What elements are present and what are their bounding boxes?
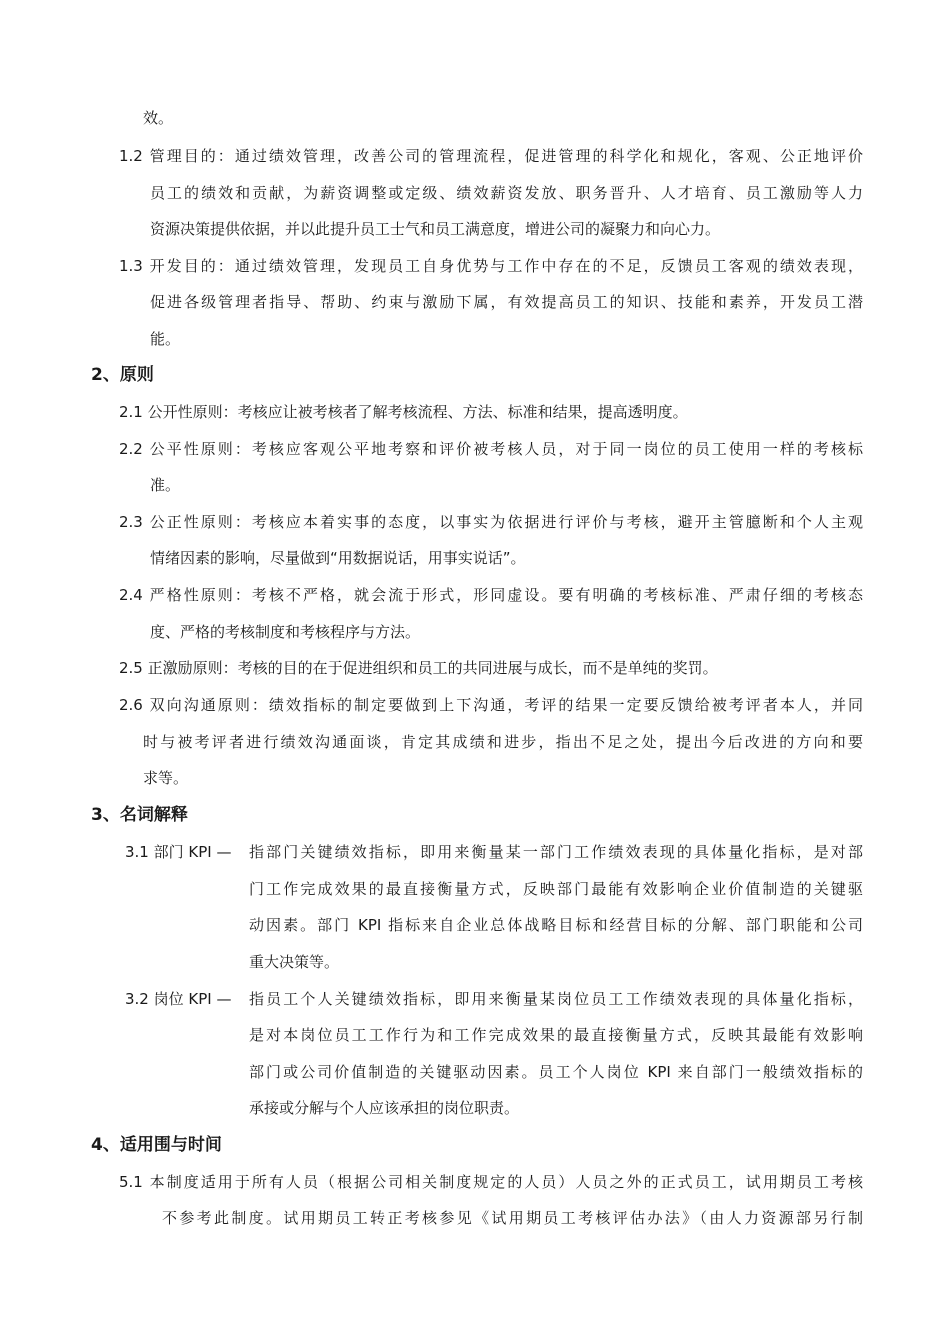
paragraph-line: 重大决策等。	[249, 953, 340, 971]
paragraph-line: 动因素。部门 KPI 指标来自企业总体战略目标和经营目标的分解、部门职能和公司	[249, 916, 863, 934]
paragraph-line: 承接或分解与个人应该承担的岗位职责。	[249, 1099, 520, 1117]
section-heading-glossary: 3、名词解释	[91, 805, 188, 825]
paragraph-line: 部门或公司价值制造的关键驱动因素。员工个人岗位 KPI 来自部门一般绩效指标的	[249, 1063, 863, 1081]
paragraph-line: 2.6 双向沟通原则：绩效指标的制定要做到上下沟通，考评的结果一定要反馈给被考评者本人，并同	[119, 696, 863, 714]
glossary-term: 3.1 部门 KPI —	[125, 843, 232, 861]
paragraph-line: 度、严格的考核制度和考核程序与方法。	[150, 623, 421, 641]
paragraph-line: 指员工个人关键绩效指标，即用来衡量某岗位员工工作绩效表现的具体量化指标，	[249, 990, 863, 1008]
paragraph-line: 员工的绩效和贡献，为薪资调整或定级、绩效薪资发放、职务晋升、人才培育、员工激励等人力	[150, 184, 863, 202]
paragraph-line: 求等。	[143, 769, 189, 787]
paragraph-line: 情绪因素的影响，尽量做到“用数据说话，用事实说话”。	[150, 549, 526, 567]
paragraph-line: 不参考此制度。试用期员工转正考核参见《试用期员工考核评估办法》（由人力资源部另行制	[162, 1209, 863, 1227]
paragraph-line: 能。	[150, 330, 181, 348]
paragraph-line: 准。	[150, 476, 181, 494]
paragraph-line: 2.2 公平性原则：考核应客观公平地考察和评价被考核人员，对于同一岗位的员工使用一样的考核标	[119, 440, 863, 458]
section-heading-scope: 4、适用围与时间	[91, 1135, 222, 1155]
paragraph-line: 1.2 管理目的：通过绩效管理，改善公司的管理流程，促进管理的科学化和规化，客观、公正地评价	[119, 147, 863, 165]
paragraph-line: 效。	[143, 109, 174, 127]
paragraph-line: 促进各级管理者指导、帮助、约束与激励下属，有效提高员工的知识、技能和素养，开发员工潜	[150, 293, 863, 311]
paragraph-line: 指部门关键绩效指标，即用来衡量某一部门工作绩效表现的具体量化指标，是对部	[249, 843, 863, 861]
clause-2-5: 2.5 正激励原则：考核的目的在于促进组织和员工的共同进展与成长，而不是单纯的奖罚。	[119, 659, 718, 677]
paragraph-line: 1.3 开发目的：通过绩效管理，发现员工自身优势与工作中存在的不足，反馈员工客观的绩效表现，	[119, 257, 863, 275]
clause-2-1: 2.1 公开性原则：考核应让被考核者了解考核流程、方法、标准和结果，提高透明度。	[119, 403, 688, 421]
paragraph-line: 门工作完成效果的最直接衡量方式，反映部门最能有效影响企业价值制造的关键驱	[249, 880, 863, 898]
section-heading-principles: 2、原则	[91, 365, 154, 385]
paragraph-line: 资源决策提供依据，并以此提升员工士气和员工满意度，增进公司的凝聚力和向心力。	[150, 220, 721, 238]
paragraph-line: 2.3 公正性原则：考核应本着实事的态度，以事实为依据进行评价与考核，避开主管臆断和个人主观	[119, 513, 863, 531]
paragraph-line: 时与被考评者进行绩效沟通面谈，肯定其成绩和进步，指出不足之处，提出今后改进的方向和要	[143, 733, 863, 751]
paragraph-line: 2.4 严格性原则：考核不严格，就会流于形式，形同虚设。要有明确的考核标准、严肃仔细的考核态	[119, 586, 863, 604]
glossary-term: 3.2 岗位 KPI —	[125, 990, 232, 1008]
paragraph-line: 是对本岗位员工工作行为和工作完成效果的最直接衡量方式，反映其最能有效影响	[249, 1026, 863, 1044]
paragraph-line: 5.1 本制度适用于所有人员（根据公司相关制度规定的人员）人员之外的正式员工，试用期员工考核	[119, 1173, 863, 1191]
